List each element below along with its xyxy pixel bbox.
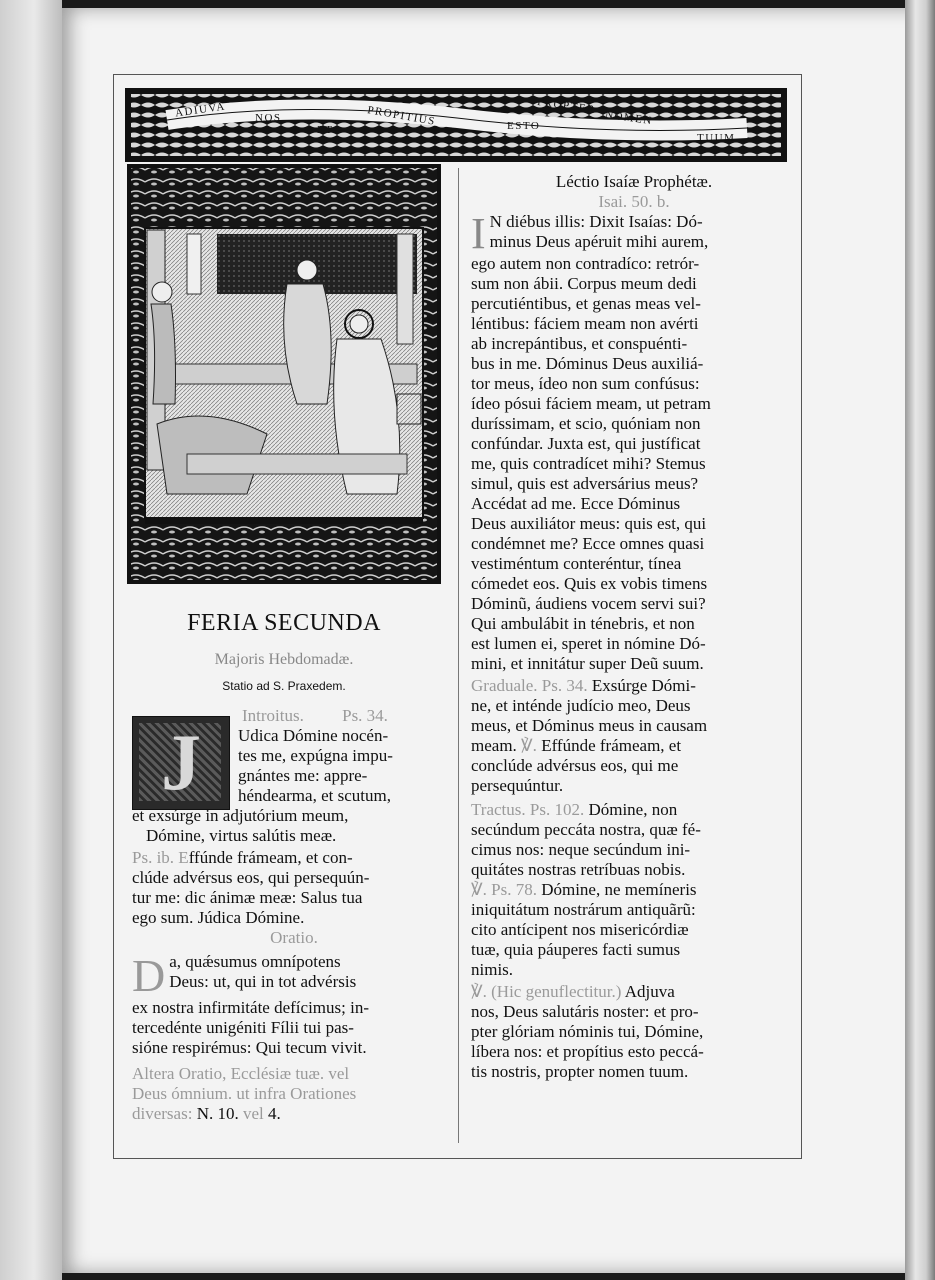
engraving-drawing [127,164,441,584]
banner-word: PROPTER [536,95,597,117]
oratio-line: tercedénte unigéniti Fílii tui pas- [132,1018,354,1037]
introitus-line: et exsúrge in adjutórium meum, [132,806,349,825]
oratio-heading: Oratio. [270,928,318,947]
psalm-label: Ps. ib. E [132,848,189,867]
banner-word: ET [317,124,334,136]
lectio-line: vestiméntum conteréntur, tínea [471,554,682,573]
banner-word: ADIUVA [174,100,227,120]
versicle3-first-line [471,982,797,1002]
introitus-label: Introitus. [242,706,304,725]
oratio-initial: D [132,950,166,1001]
altera-line: Altera Oratio, Ecclésiæ tuæ. vel [132,1064,350,1083]
lectio-line: tor meus, ídeo non sum confúsus: [471,374,700,393]
lectio-line: cómedet eos. Quis ex vobis timens [471,574,708,593]
tractus-line: quitátes nostras retríbuas nobis. [471,860,686,879]
introitus-line: Udica Dómine nocén- [238,726,389,745]
lectio-line: Dóminũ, áudiens vocem servi sui? [471,594,706,613]
lectio-line: mini, et innitátur super Deũ suum. [471,654,704,673]
psalm-line: clúde advérsus eos, qui persequún- [132,868,370,887]
lectio-line: duríssimam, et scio, quóniam non [471,414,701,433]
versicle3-line: nos, Deus salutáris noster: et pro- [471,1002,699,1021]
statio-line: Statio ad S. Praxedem. [222,679,346,693]
lectio-block [471,209,797,674]
subtitle: Majoris Hebdomadæ. [214,651,354,668]
engraving-illustration [127,164,441,584]
versicle2-line: tuæ, quia páuperes facti sumus [471,940,681,959]
lectio-line: percutiéntibus, et genas meas vel- [471,294,701,313]
lectio-line: condémnet me? Ecce omnes quasi [471,534,705,553]
lectio-line: me, quis contradícet mihi? Stemus [471,454,706,473]
oratio-line: sióne respirémus: Qui tecum vivit. [132,1038,367,1057]
lectio-line: ego autem non contradíco: retrór- [471,254,700,273]
ornamental-banner [125,88,787,162]
versicle3-label: ℣. (Hic genuflectitur.) [471,982,622,1001]
tractus-line: cimus nos: neque secúndum ini- [471,840,691,859]
graduale-first-line [471,676,797,696]
banner-word: NOS [255,112,282,124]
right-column-text [471,172,797,1082]
versicle-symbol: ℣. [521,736,537,755]
versicle2-line: cito antícipent nos misericórdiæ [471,920,689,939]
versicle2-first-line [471,880,797,900]
psalm-first-line [132,848,456,868]
lectio-line: confúndar. Juxta est, qui justíficat [471,434,701,453]
psalm-line: tur me: dic ánimæ meæ: Salus tua [132,888,363,907]
oratio-line: a, quǽsumus omnípotens [169,952,341,971]
versicle2-text: Dómine, ne memíneris [541,880,697,899]
tractus-line: secúndum peccáta nostra, quæ fé- [471,820,701,839]
tractus-label: Tractus. Ps. 102. [471,800,585,819]
versicle2-line: nimis. [471,960,514,979]
graduale-line: conclúde advérsus eos, qui me [471,756,679,775]
introitus-line: tes me, expúgna impu- [238,746,393,765]
banner-word: ESTO [507,120,541,132]
graduale-line: meus, et Dóminus meus in causam [471,716,708,735]
tractus-text: Dómine, non [588,800,678,819]
lectio-line: ab increpántibus, et conspuénti- [471,334,688,353]
banner-vine-ornament [127,90,785,160]
left-column-text [132,706,456,1124]
lectio-line: minus Deus apéruit mihi aurem, [489,232,709,251]
graduale-line: ne, et inténde judício meo, Deus [471,696,691,715]
lectio-line: N diébus illis: Dixit Isaías: Dó- [489,212,703,231]
altera-vel: vel [242,1104,264,1123]
lectio-title: Léctio Isaíæ Prophétæ. [555,172,713,191]
lectio-line: est lumen ei, speret in nómine Dó- [471,634,706,653]
graduale-label: Graduale. Ps. 34. [471,676,588,695]
versicle3-text: Adjuva [624,982,675,1001]
lectio-line: simul, quis est adversárius meus? [471,474,699,493]
left-page-edge [0,0,62,1280]
introitus-ref: Ps. 34. [342,706,388,725]
column-divider [458,168,459,1143]
altera-number: 4. [268,1104,281,1123]
page-title: FERIA SECUNDA [187,610,381,636]
versicle3-line: pter glóriam nóminis tui, Dómine, [471,1022,704,1041]
page-stack-edge [905,0,935,1280]
versicle3-line: líbera nos: et propítius esto peccá- [471,1042,704,1061]
altera-number: N. 10. [196,1104,239,1123]
graduale-text: Exsúrge Dómi- [591,676,696,695]
altera-final-line [132,1104,456,1124]
psalm-text: ffúnde frámeam, et con- [188,848,353,867]
lectio-line: Deus auxiliátor meus: quis est, qui [471,514,707,533]
dropcap-letter: J [161,719,201,807]
oratio-block [132,952,456,1058]
banner-word: PROPITIUS [366,104,437,128]
versicle2-line: iniquitátum nostrárum antiquãrũ: [471,900,696,919]
lectio-line: ídeo pósui fáciem meam, ut petram [471,394,711,413]
introitus-line: Dómine, virtus salútis meæ. [146,826,337,845]
banner-word: NOMEN [604,108,654,128]
introitus-line: gnántes me: appre- [238,766,368,785]
lectio-line: Qui ambulábit in ténebris, et non [471,614,695,633]
versicle2-label: ℣. Ps. 78. [471,880,537,899]
oratio-line: Deus: ut, qui in tot advérsis [169,972,357,991]
tractus-first-line [471,800,797,820]
oratio-line: ex nostra infirmitáte defícimus; in- [132,998,369,1017]
altera-diversas: diversas: [132,1104,193,1123]
graduale-line: persequúntur. [471,776,564,795]
lectio-reference: Isai. 50. b. [598,192,670,211]
lectio-line: sum non ábii. Corpus meum dedi [471,274,697,293]
introitus-line: héndearma, et scutum, [238,786,391,805]
lectio-line: bus in me. Dóminus Deus auxiliá- [471,354,704,373]
graduale-versicle-line [471,736,797,756]
banner-word: TUUM [697,132,736,144]
lectio-line: Accédat ad me. Ecce Dóminus [471,494,681,513]
psalm-line: ego sum. Júdica Dómine. [132,908,305,927]
versicle3-line: tis nostris, propter nomen tuum. [471,1062,689,1081]
lectio-initial: I [471,209,486,258]
lectio-line: léntibus: fáciem meam non avérti [471,314,699,333]
graduale-text: meam. [471,736,517,755]
introitus-heading [132,706,456,726]
graduale-versicle-text: Effúnde frámeam, et [541,736,682,755]
altera-line: Deus ómnium. ut infra Orationes [132,1084,357,1103]
